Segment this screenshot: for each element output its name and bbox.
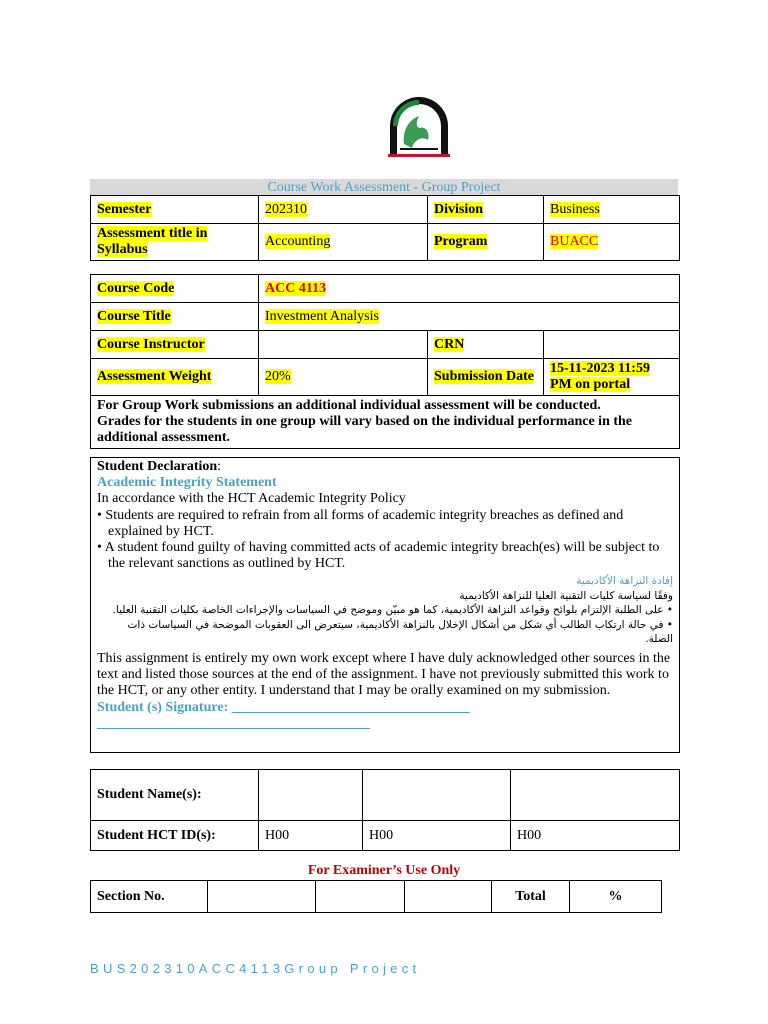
semester-label: Semester (91, 196, 259, 224)
signature-line-2[interactable]: _______________________________________ (97, 715, 370, 731)
student-name-cell-3[interactable] (511, 770, 680, 821)
semester-value: 202310 (259, 196, 428, 224)
examiner-table (90, 880, 662, 913)
originality-statement: This assignment is entirely my own work except where I have duly acknowledged other sources in the text and listed those sources at the end of the assignment. I have not previously submitted this work to the HCT, or any other entity. I understand that I may be orally examined on my submission. (97, 650, 671, 699)
group-note-line2: Grades for the students in one group will vary based on the individual performance in the additional assessment. (97, 414, 633, 445)
instructor-label: Course Instructor (91, 331, 259, 359)
arabic-intro: وفقًا لسياسة كليات التقنية العليا للنزاهة الأكاديمية (459, 589, 673, 602)
group-note-line1: For Group Work submissions an additional individual assessment will be conducted. (97, 398, 601, 413)
section-no-label: Section No. (91, 881, 208, 913)
arabic-bullet-2: • في حالة ارتكاب الطالب أي شكل من أشكال الإخلال بالنزاهة الأكاديمية، سيتعرض الى العقوبات الموضحة في السياسات ذات الصلة. (127, 618, 673, 646)
signature-row (97, 700, 673, 716)
submission-value: 15-11-2023 11:59 PM on portal (544, 359, 680, 396)
student-name-cell-2[interactable] (363, 770, 511, 821)
integrity-title: Academic Integrity Statement (97, 475, 277, 491)
integrity-bullet-1: • Students are required to refrain from all forms of academic integrity breaches as defined and explained by HCT. (97, 507, 624, 539)
examiner-title: For Examiner’s Use Only (307, 863, 461, 878)
division-value: Business (544, 196, 680, 224)
program-label: Program (428, 224, 544, 261)
signature-label: Student (s) Signature: (97, 699, 232, 715)
declaration-heading-colon: : (217, 459, 222, 474)
assessment-title-label: Assessment title in Syllabus (91, 224, 259, 261)
weight-label: Assessment Weight (91, 359, 259, 396)
declaration-heading: Student Declaration (97, 459, 218, 474)
arabic-integrity-title: إفادة النزاهة الأكاديمية (576, 575, 673, 588)
signature-line-1[interactable]: __________________________________ (231, 699, 470, 715)
crn-value (544, 331, 680, 359)
hct-falcon-logo-icon (386, 96, 452, 158)
instructor-value (259, 331, 428, 359)
assessment-title-value: Accounting (259, 224, 428, 261)
section-cell-2[interactable] (316, 881, 405, 913)
submission-label: Submission Date (428, 359, 544, 396)
document-footer: BUS202310ACC4113Group Project (90, 961, 421, 976)
section-cell-1[interactable] (208, 881, 316, 913)
student-name-cell-1[interactable] (259, 770, 363, 821)
students-table (90, 769, 680, 851)
student-names-label: Student Name(s): (91, 770, 259, 821)
arabic-bullet-1: • على الطلبة الإلتزام بلوائح وقواعد النزاهة الأكاديمية، كما هو مبيّن وموضح في السياسات والإجراءات الخاصة بكليات التقنية العليا. (112, 604, 673, 617)
course-code-value: ACC 4113 (259, 275, 680, 303)
semester-info-table (90, 195, 680, 261)
integrity-intro: In accordance with the HCT Academic Integrity Policy (97, 491, 406, 507)
student-ids-label: Student HCT ID(s): (91, 821, 259, 851)
student-declaration-box (90, 457, 680, 753)
crn-label: CRN (428, 331, 544, 359)
course-code-label: Course Code (91, 275, 259, 303)
total-label: Total (492, 881, 570, 913)
division-label: Division (428, 196, 544, 224)
course-title-value: Investment Analysis (259, 303, 680, 331)
group-work-note (91, 396, 680, 449)
integrity-bullet-2: • A student found guilty of having committed acts of academic integrity breach(es) will be subject to the relevant sanctions as outlined by HCT. (97, 540, 660, 572)
course-info-table (90, 274, 680, 449)
weight-value: 20% (259, 359, 428, 396)
percent-label: % (570, 881, 662, 913)
section-cell-3[interactable] (405, 881, 492, 913)
student-id-cell-3[interactable]: H00 (511, 821, 680, 851)
program-value: BUACC (544, 224, 680, 261)
course-title-label: Course Title (91, 303, 259, 331)
assessment-banner: Course Work Assessment - Group Project (90, 179, 678, 196)
student-id-cell-1[interactable]: H00 (259, 821, 363, 851)
student-id-cell-2[interactable]: H00 (363, 821, 511, 851)
